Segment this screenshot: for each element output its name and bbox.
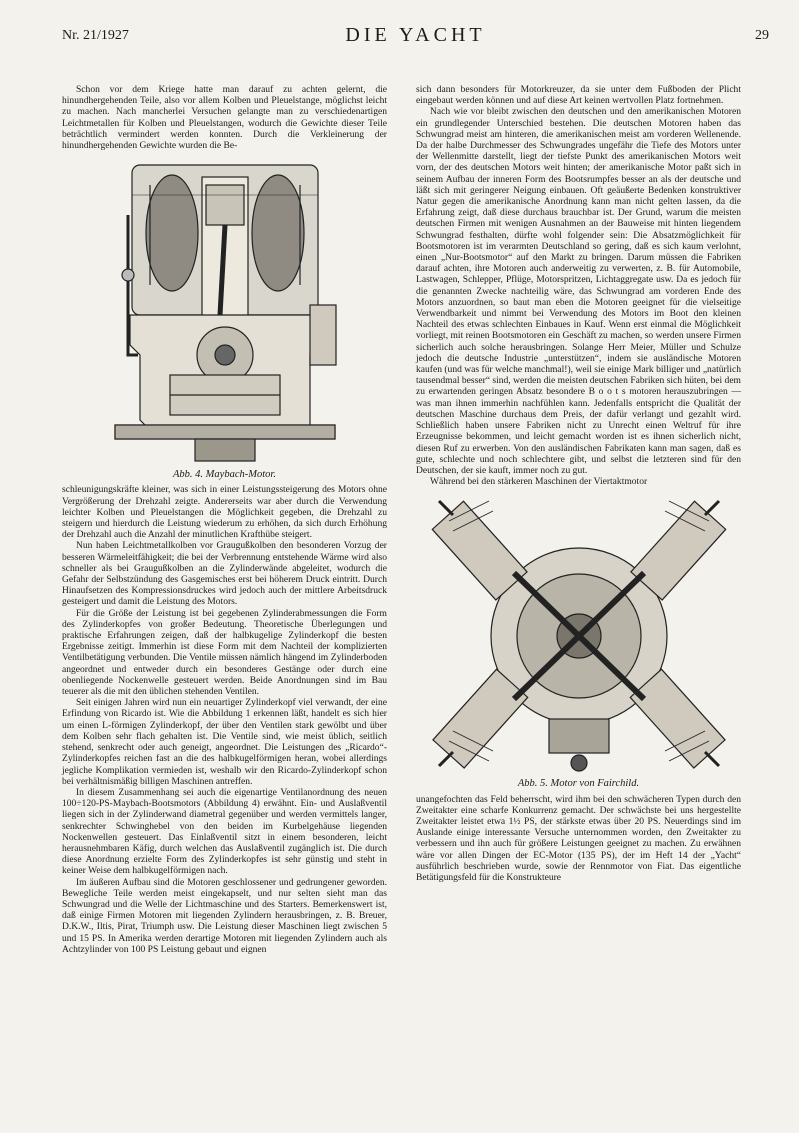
figure-fairchild-motor bbox=[416, 491, 741, 789]
page-header bbox=[62, 18, 769, 46]
maybach-motor-illustration bbox=[110, 155, 340, 467]
right-column bbox=[416, 84, 741, 883]
paragraph: Seit einigen Jahren wird nun ein neuartiger Zylinderkopf viel verwandt, der eine Erfindung von Ricardo ist. Wie die Abbildung 1 erkennen läßt, handelt es sich hier um einen L-förmigen Zylinderkopf, der über den Ventilen stark gewölbt und über dem Kolben sehr flach gehalten ist. Die Ventile sind, wie meist üblich, seitlich stehend, senkrecht oder auch geneigt, angeordnet. Die Leistungen des „Ricardo“-Zylinderkopfes reichen fast an die des halbkugelförmigen heran, wobei allerdings jegliche Komplikation vermieden ist, weshalb wir den Ricardo-Zylinderkopf schon bei verhältnismäßig billigen Maschinen antreffen. bbox=[62, 697, 387, 787]
paragraph: unangefochten das Feld beherrscht, wird ihm bei den schwächeren Typen durch den Zweitakter eine scharfe Konkurrenz gemacht. Der schwächste bei uns hergestellte Zweitakter leistet etwa 1½ PS, der stärkste etwas über 20 PS. Neuerdings sind im Auslande einige interessante Versuche unternommen worden, den Zweitakter zu verbessern und ihn auch für größere Leistungen geeignet zu machen. Zu erwähnen wäre vor allen Dingen der EC-Motor (135 PS), der im Heft 14 der „Yacht“ ausführlich beschrieben wurde, sowie der Rennmotor von Fiat. Das eigentliche Betätigungsfeld für die Konstrukteure bbox=[416, 793, 741, 883]
magazine-title: DIE YACHT bbox=[345, 24, 486, 46]
figure-maybach-motor bbox=[62, 155, 387, 480]
paragraph: schleunigungskräfte kleiner, was sich in einer Leistungssteigerung des Motors ohne Vergrößerung der Drehzahl zeigte. Andererseits war aber durch die Verwendung leichter Kolben und Pleuelstangen die Möglichkeit gegeben, die Drehzahl zu steigern und hierdurch die Leistung wiederum zu erhöhen, da sich durch Erhöhung der Drehzahl auch die Anzahl der minutlichen Krafthübe steigert. bbox=[62, 484, 387, 541]
paragraph: Nun haben Leichtmetallkolben vor Graugußkolben den besonderen Vorzug der besseren Wärmeleitfähigkeit; die bei der Verbrennung entstehende Wärme wird also schneller als bei Graugußkolben an die Zylinderwände abgeleitet, wodurch die Gefahr der Selbstzündung des Gasgemisches erst bei höherem Druck eintritt. Durch Hinaufsetzen des Kompressionsdruckes wird jedoch auch der mittlere Arbeitsdruck gesteigert und damit die Leistung des Motors. bbox=[62, 540, 387, 608]
paragraph: Für die Größe der Leistung ist bei gegebenen Zylinderabmessungen die Form des Zylinderkopfes von großer Bedeutung. Theoretische Überlegungen und praktische Erfahrungen zeigen, daß der halbkugelige Zylinderkopf die besten Ergebnisse zeitigt. Immerhin ist diese Form mit dem Nachteil der komplizierten Ventilbetätigung verbunden. Die Ventile müssen nämlich hängend im Zylinderboden angeordnet und entweder durch ein besonderes Gestänge oder durch eine obenliegende Nockenwelle gesteuert werden. Beide Anordnungen sind im Bau teuerer als die mit den üblichen stehenden Ventilen. bbox=[62, 607, 387, 698]
figure-caption: Abb. 4. Maybach-Motor. bbox=[173, 469, 276, 481]
paragraph: In diesem Zusammenhang sei auch die eigenartige Ventilanordnung des neuen 100÷120-PS-Maybach-Bootsmotors (Abbildung 4) erwähnt. Ein- und Auslaßventil liegen sich in der Zylinderwand diametral gegenüber und werden vermittels langer, senkrechter Schwinghebel von den beiden im Kurbelgehäuse liegenden Nockenwellen gesteuert. Das Einlaßventil sitzt in einem besonderen, leicht herausnehmbaren Käfig, durch welchen das Auslaßventil zugänglich ist. Die durch diese Anordnung erzielte Form des Zylinderkopfes ist sehr günstig und steht in keiner Weise dem halbkugelförmigen nach. bbox=[62, 786, 387, 877]
figure-caption: Abb. 5. Motor von Fairchild. bbox=[517, 778, 640, 790]
paragraph: Nach wie vor bleibt zwischen den deutschen und den amerikanischen Motoren ein grundlegender Unterschied bestehen. Die deutschen Motoren haben das Schwungrad meist am hinteren, die amerikanischen meist am vorderen Wellenende. Da der halbe Durchmesser des Schwungrades ungefähr die Tiefe des Motors unter der Wellenmitte darstellt, liegt der tiefste Punkt des amerikanischen Motors weit vorn, der des deutschen Motors weit hinten; der amerikanische Motor paßt sich in seinem Aufbau der inneren Form des Bootsrumpfes besser an als der deutsche und läßt sich mit geringerer Neigung einbauen. Oft geäußerte Bedenken konstruktiver Natur gegen die amerikanische Anordnung kann man nicht gelten lassen, da die Erfahrung zeigt, daß diese durchaus brauchbar ist. Der Grund, warum die meisten deutschen Firmen mit wenigen Ausnahmen an der Bauweise mit hinten liegendem Schwungrad festhalten, dürfte wohl folgender sein: Die Absatzmöglichkeit für Bootsmotoren ist im verarmten Deutschland so gering, daß es sich kaum verlohnt, einen „Nur-Bootsmotor“ auf den Markt zu bringen. Darum müssen die Fabriken darauf achten, ihre Motoren auch anderweitig zu verwerten, z. B. für Automobile, Lastwagen, Schlepper, Pflüge, Motorspritzen, Lichtaggregate usw. Da es jedoch für die genannten Zwecke nachteilig wäre, das Schwungrad am vorderen Ende des Motors anzuordnen, so baut man eben die Motoren geeignet für die vielseitige Verwendbarkeit und nimmt bei Verwendung des Motors im Boot den kleinen Nachteil des etwas schlechten Einbaues in Kauf. Wenn erst einmal die Möglichkeit vorliegt, mit reinen Bootsmotoren ein Geschäft zu machen, so werden unsere Firmen sicherlich auch solche herausbringen. Solange Herr Meier, Müller und Schulze jedoch die deutsche Industrie „unterstützen“, indem sie ausländische Motoren kaufen (und was für welche manchmal!), weil sie einige Mark billiger und „natürlich tausendmal besser“ sind, werden die meisten deutschen Fabriken sich hüten, bei dem zu erwartenden geringen Absatz besondere B o o t s motoren herauszubringen — was man ihnen immerhin nachfühlen kann. Jedenfalls entspricht die Qualität der deutschen Maschine durchaus dem Preis, der dafür verlangt und gezahlt wird. Schließlich haben unsere Fabriken nicht zu Unrecht einen Weltruf für ihre Erzeugnisse bekommen, und leicht gemacht worden ist es ihnen sicherlich nicht, diesen Ruf zu erwerben. Von den ausländischen Fabrikaten kann man sagen, daß es gute, schlechte und noch schlechtere gibt, und selbst die letzteren sind für den Deutschen, der sie kauft, immer noch zu gut. bbox=[416, 106, 741, 476]
paragraph: sich dann besonders für Motorkreuzer, da sie unter dem Fußboden der Plicht eingebaut werden können und auf diese Art keinen wertvollen Platz fortnehmen. bbox=[416, 84, 741, 107]
page-number: 29 bbox=[755, 28, 769, 43]
fairchild-motor-illustration bbox=[429, 491, 729, 776]
paragraph: Während bei den stärkeren Maschinen der Viertaktmotor bbox=[430, 476, 648, 488]
paragraph: Im äußeren Aufbau sind die Motoren geschlossener und gedrungener geworden. Bewegliche Teile werden meist eingekapselt, und nur selten sieht man das Schwungrad und die Welle der Lichtmaschine und des Starters. Bemerkenswert ist, daß einige Firmen Motoren mit liegenden Zylindern herausbringen, z. B. Breuer, D.K.W., Iltis, Pirat, Triumph usw. Die Leistung dieser Maschinen liegt zwischen 5 und 15 PS. In Amerika werden derartige Motoren mit liegenden Zylindern auch als Achtzylinder von 100 PS Leistung gebaut und eignen bbox=[62, 876, 387, 955]
issue-number: Nr. 21/1927 bbox=[62, 28, 129, 43]
paragraph: Schon vor dem Kriege hatte man darauf zu achten gelernt, die hinundhergehenden Teile, also vor allem Kolben und Pleuelstange, möglichst leicht zu machen. Nach mancherlei Versuchen gelangte man zu verschiedenartigen Leichtmetallen für Kolben und Pleuelstangen, wodurch die Gewichte dieser Teile beträchtlich vermindert werden konnten. Durch die Verkleinerung der hinundhergehenden Gewichte wurden die Be- bbox=[62, 84, 387, 152]
left-column bbox=[62, 84, 387, 955]
